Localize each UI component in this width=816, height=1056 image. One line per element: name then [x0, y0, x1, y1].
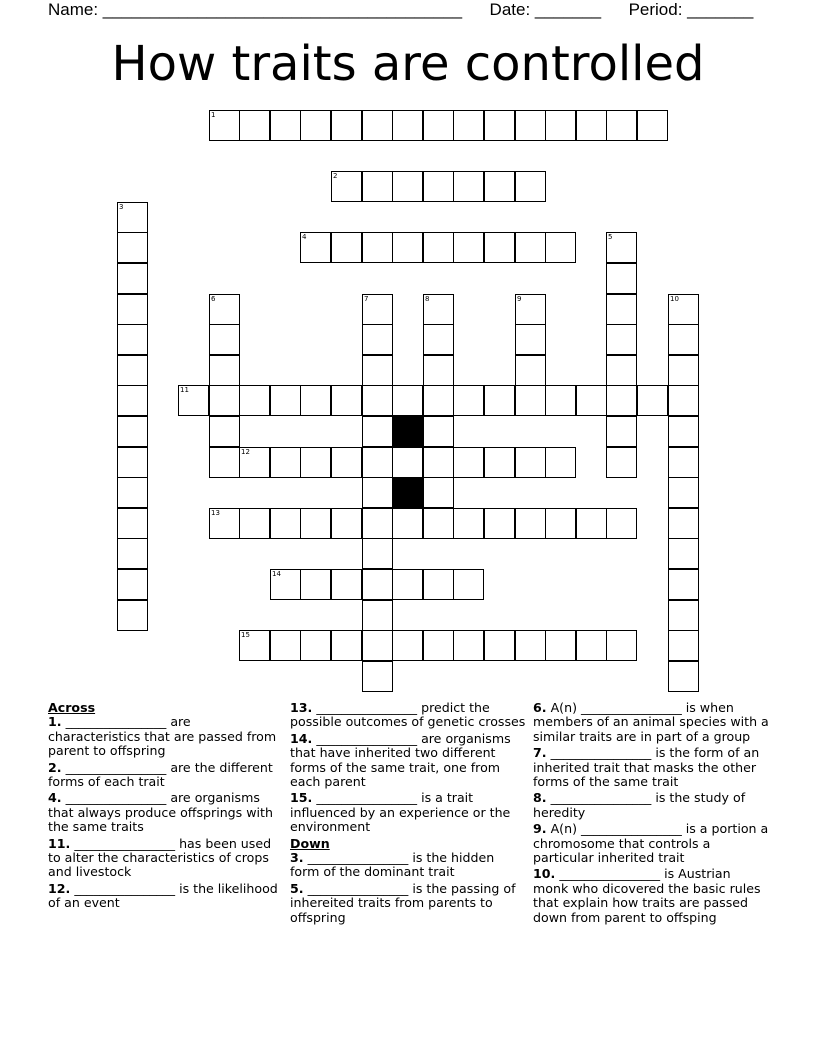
clue-item [290, 701, 526, 730]
grid-cell[interactable] [545, 630, 576, 661]
clue-item [48, 761, 280, 790]
clue-number: 1 [211, 111, 216, 119]
grid-cell[interactable] [392, 447, 423, 478]
clue-item [533, 701, 769, 744]
grid-cell[interactable] [362, 171, 393, 202]
clues-column-2 [290, 701, 526, 927]
grid-cell[interactable] [392, 508, 423, 539]
clues-column-1 [48, 701, 280, 913]
grid-cell[interactable] [576, 385, 607, 416]
grid-cell[interactable] [423, 232, 454, 263]
grid-cell[interactable] [331, 447, 362, 478]
grid-cell[interactable] [362, 538, 393, 569]
grid-cell[interactable] [300, 569, 331, 600]
grid-cell[interactable] [484, 447, 515, 478]
grid-cell[interactable] [209, 324, 240, 355]
clue-number-label: 1. [48, 714, 62, 730]
clue-number: 12 [241, 448, 250, 456]
clue-number-label: 7. [533, 745, 547, 761]
grid-cell[interactable] [423, 447, 454, 478]
grid-cell[interactable] [545, 447, 576, 478]
clue-text: ________________ are the different forms of each trait [48, 759, 273, 790]
grid-cell[interactable] [453, 110, 484, 141]
grid-cell[interactable] [453, 232, 484, 263]
clues-column-3 [533, 701, 769, 927]
grid-cell[interactable] [668, 630, 699, 661]
grid-cell[interactable] [362, 110, 393, 141]
grid-cell[interactable] [239, 508, 270, 539]
clue-number-label: 9. [533, 821, 547, 837]
grid-cell[interactable] [362, 477, 393, 508]
grid-cell[interactable] [117, 477, 148, 508]
grid-cell[interactable] [484, 385, 515, 416]
grid-cell[interactable] [545, 110, 576, 141]
grid-cell[interactable] [392, 171, 423, 202]
grid-cell[interactable] [423, 385, 454, 416]
grid-cell[interactable] [362, 600, 393, 631]
grid-cell[interactable] [515, 110, 546, 141]
grid-cell[interactable] [300, 110, 331, 141]
grid-cell[interactable] [270, 630, 301, 661]
grid-cell[interactable] [117, 202, 148, 233]
grid-cell[interactable] [209, 447, 240, 478]
grid-cell[interactable] [606, 630, 637, 661]
clue-number: 11 [180, 386, 189, 394]
grid-cell[interactable] [606, 110, 637, 141]
grid-cell[interactable] [668, 569, 699, 600]
grid-cell[interactable] [484, 110, 515, 141]
grid-cell[interactable] [576, 508, 607, 539]
grid-cell[interactable] [178, 385, 209, 416]
grid-cell[interactable] [362, 416, 393, 447]
grid-cell[interactable] [239, 630, 270, 661]
grid-cell[interactable] [515, 232, 546, 263]
grid-cell[interactable] [239, 447, 270, 478]
clue-text: ________________ predict the possible outcomes of genetic crosses [290, 700, 526, 730]
grid-cell[interactable] [392, 110, 423, 141]
grid-cell[interactable] [117, 508, 148, 539]
grid-cell[interactable] [515, 171, 546, 202]
clue-text: ________________ has been used to alter the characteristics of crops and livestock [48, 835, 272, 880]
grid-cell[interactable] [239, 385, 270, 416]
grid-cell[interactable] [331, 171, 362, 202]
period-field-label[interactable]: Period: _______ [628, 0, 754, 19]
grid-cell[interactable] [362, 232, 393, 263]
grid-cell[interactable] [331, 508, 362, 539]
grid-cell[interactable] [606, 508, 637, 539]
clue-number: 14 [272, 570, 281, 578]
clue-item [48, 791, 280, 834]
grid-cell[interactable] [545, 232, 576, 263]
grid-cell[interactable] [668, 416, 699, 447]
grid-cell[interactable] [668, 385, 699, 416]
grid-cell[interactable] [117, 263, 148, 294]
grid-cell[interactable] [117, 416, 148, 447]
clue-text: ________________ is the hidden form of the dominant trait [290, 850, 495, 880]
grid-cell[interactable] [606, 294, 637, 325]
grid-cell[interactable] [515, 447, 546, 478]
grid-cell[interactable] [270, 447, 301, 478]
clue-number-label: 6. [533, 700, 547, 715]
grid-cell[interactable] [117, 569, 148, 600]
clue-number-label: 8. [533, 790, 547, 806]
clue-number: 10 [670, 295, 679, 303]
grid-cell[interactable] [300, 508, 331, 539]
grid-cell[interactable] [331, 569, 362, 600]
name-field-label[interactable]: Name: ______________________________________ [48, 0, 463, 19]
grid-cell[interactable] [545, 508, 576, 539]
grid-cell[interactable] [117, 600, 148, 631]
clue-text: ________________ is the passing of inhereited traits from parents to offspring [290, 880, 516, 925]
grid-cell[interactable] [515, 355, 546, 386]
page-title: How traits are controlled [111, 36, 705, 92]
grid-cell[interactable] [362, 447, 393, 478]
grid-cell[interactable] [606, 416, 637, 447]
clue-text: A(n) ________________ is when members of an animal species with a similar traits are in part of a group [533, 700, 769, 744]
grid-cell[interactable] [300, 232, 331, 263]
grid-cell[interactable] [453, 630, 484, 661]
grid-cell[interactable] [209, 508, 240, 539]
grid-cell[interactable] [270, 569, 301, 600]
grid-cell[interactable] [209, 385, 240, 416]
clue-item [48, 715, 280, 758]
clue-text: A(n) ________________ is a portion a chromosome that controls a particular inherited trait [533, 821, 769, 866]
grid-cell[interactable] [606, 232, 637, 263]
grid-cell[interactable] [423, 171, 454, 202]
clue-text: ________________ is the likelihood of an event [48, 880, 278, 911]
grid-cell[interactable] [239, 110, 270, 141]
grid-cell[interactable] [117, 294, 148, 325]
grid-cell[interactable] [637, 385, 668, 416]
grid-cell[interactable] [484, 171, 515, 202]
grid-cell[interactable] [117, 385, 148, 416]
grid-cell[interactable] [606, 447, 637, 478]
grid-cell[interactable] [362, 324, 393, 355]
grid-cell[interactable] [362, 385, 393, 416]
grid-cell[interactable] [668, 538, 699, 569]
grid-cell[interactable] [300, 447, 331, 478]
clue-number: 13 [211, 509, 220, 517]
clue-item [290, 732, 526, 790]
grid-cell[interactable] [423, 477, 454, 508]
clue-text: ________________ are organisms that always produce offsprings with the same traits [48, 790, 273, 835]
clue-text: ________________ is the form of an inherited trait that masks the other forms of the same trait [533, 745, 760, 790]
grid-cell[interactable] [423, 294, 454, 325]
grid-cell[interactable] [515, 630, 546, 661]
clue-number-label: 15. [290, 790, 313, 806]
clue-number: 7 [364, 295, 369, 303]
grid-cell[interactable] [331, 630, 362, 661]
grid-cell[interactable] [392, 630, 423, 661]
grid-cell[interactable] [270, 508, 301, 539]
grid-cell[interactable] [545, 385, 576, 416]
grid-cell[interactable] [606, 385, 637, 416]
grid-cell[interactable] [484, 508, 515, 539]
clue-number: 9 [517, 295, 522, 303]
grid-cell[interactable] [331, 232, 362, 263]
grid-cell[interactable] [117, 447, 148, 478]
clue-number-label: 11. [48, 835, 71, 851]
grid-cell[interactable] [392, 385, 423, 416]
grid-cell[interactable] [637, 110, 668, 141]
grid-cell[interactable] [392, 232, 423, 263]
grid-cell[interactable] [362, 508, 393, 539]
clue-number: 2 [333, 172, 338, 180]
grid-cell[interactable] [576, 110, 607, 141]
clue-item [290, 851, 526, 880]
grid-cell[interactable] [453, 171, 484, 202]
clue-text: ________________ is a trait influenced by an experience or the environment [290, 790, 511, 835]
grid-cell[interactable] [209, 294, 240, 325]
grid-cell[interactable] [362, 569, 393, 600]
down-heading: Down [290, 835, 330, 851]
grid-cell[interactable] [117, 324, 148, 355]
grid-cell[interactable] [362, 630, 393, 661]
clue-number: 8 [425, 295, 430, 303]
grid-cell[interactable] [331, 385, 362, 416]
grid-cell[interactable] [423, 355, 454, 386]
grid-cell[interactable] [668, 324, 699, 355]
grid-cell[interactable] [423, 416, 454, 447]
grid-cell[interactable] [117, 232, 148, 263]
grid-cell[interactable] [453, 385, 484, 416]
clue-text: ________________ are organisms that have inherited two different forms of the same trait, one from each parent [290, 730, 511, 790]
grid-cell[interactable] [668, 294, 699, 325]
grid-cell[interactable] [668, 447, 699, 478]
grid-cell[interactable] [576, 630, 607, 661]
clue-number-label: 4. [48, 790, 62, 806]
grid-cell[interactable] [209, 355, 240, 386]
across-heading: Across [48, 700, 96, 715]
grid-cell[interactable] [423, 110, 454, 141]
grid-cell[interactable] [423, 569, 454, 600]
grid-cell[interactable] [423, 630, 454, 661]
clue-item [533, 867, 769, 925]
grid-cell[interactable] [484, 232, 515, 263]
clue-text: ________________ are characteristics that are passed from parent to offspring [48, 714, 277, 759]
clue-item [533, 791, 769, 820]
clue-item [533, 822, 769, 865]
grid-cell[interactable] [117, 538, 148, 569]
clue-text: ________________ is Austrian monk who dicovered the basic rules that explain how traits are passed down from parent to offsping [533, 866, 761, 925]
clue-number-label: 14. [290, 730, 313, 746]
date-field-label[interactable]: Date: _______ [489, 0, 602, 19]
black-cell [392, 416, 423, 447]
clue-item [48, 837, 280, 880]
clue-number-label: 5. [290, 880, 304, 896]
grid-cell[interactable] [362, 294, 393, 325]
grid-cell[interactable] [300, 385, 331, 416]
grid-cell[interactable] [392, 569, 423, 600]
clue-number: 4 [302, 233, 307, 241]
grid-cell[interactable] [362, 355, 393, 386]
grid-cell[interactable] [209, 416, 240, 447]
clue-number: 15 [241, 631, 250, 639]
black-cell [392, 477, 423, 508]
grid-cell[interactable] [606, 263, 637, 294]
clue-number-label: 12. [48, 880, 71, 896]
grid-cell[interactable] [484, 630, 515, 661]
clue-number: 5 [608, 233, 613, 241]
grid-cell[interactable] [668, 508, 699, 539]
grid-cell[interactable] [423, 508, 454, 539]
grid-cell[interactable] [515, 294, 546, 325]
grid-cell[interactable] [668, 600, 699, 631]
clue-number: 3 [119, 203, 124, 211]
grid-cell[interactable] [300, 630, 331, 661]
grid-cell[interactable] [453, 447, 484, 478]
clue-number: 6 [211, 295, 216, 303]
grid-cell[interactable] [668, 477, 699, 508]
grid-cell[interactable] [515, 385, 546, 416]
grid-cell[interactable] [668, 661, 699, 692]
clue-item [48, 882, 280, 911]
grid-cell[interactable] [117, 355, 148, 386]
grid-cell[interactable] [515, 508, 546, 539]
grid-cell[interactable] [606, 355, 637, 386]
grid-cell[interactable] [362, 661, 393, 692]
clue-number-label: 10. [533, 866, 556, 882]
grid-cell[interactable] [606, 324, 637, 355]
grid-cell[interactable] [668, 355, 699, 386]
clue-number-label: 13. [290, 700, 313, 715]
clue-item [533, 746, 769, 789]
grid-cell[interactable] [209, 110, 240, 141]
clue-item [290, 791, 526, 834]
clue-number-label: 3. [290, 850, 304, 866]
grid-cell[interactable] [270, 385, 301, 416]
grid-cell[interactable] [453, 569, 484, 600]
grid-cell[interactable] [515, 324, 546, 355]
grid-cell[interactable] [331, 110, 362, 141]
clue-item [290, 882, 526, 925]
clue-text: ________________ is the study of heredity [533, 790, 746, 820]
grid-cell[interactable] [270, 110, 301, 141]
clue-number-label: 2. [48, 759, 62, 775]
grid-cell[interactable] [453, 508, 484, 539]
grid-cell[interactable] [423, 324, 454, 355]
